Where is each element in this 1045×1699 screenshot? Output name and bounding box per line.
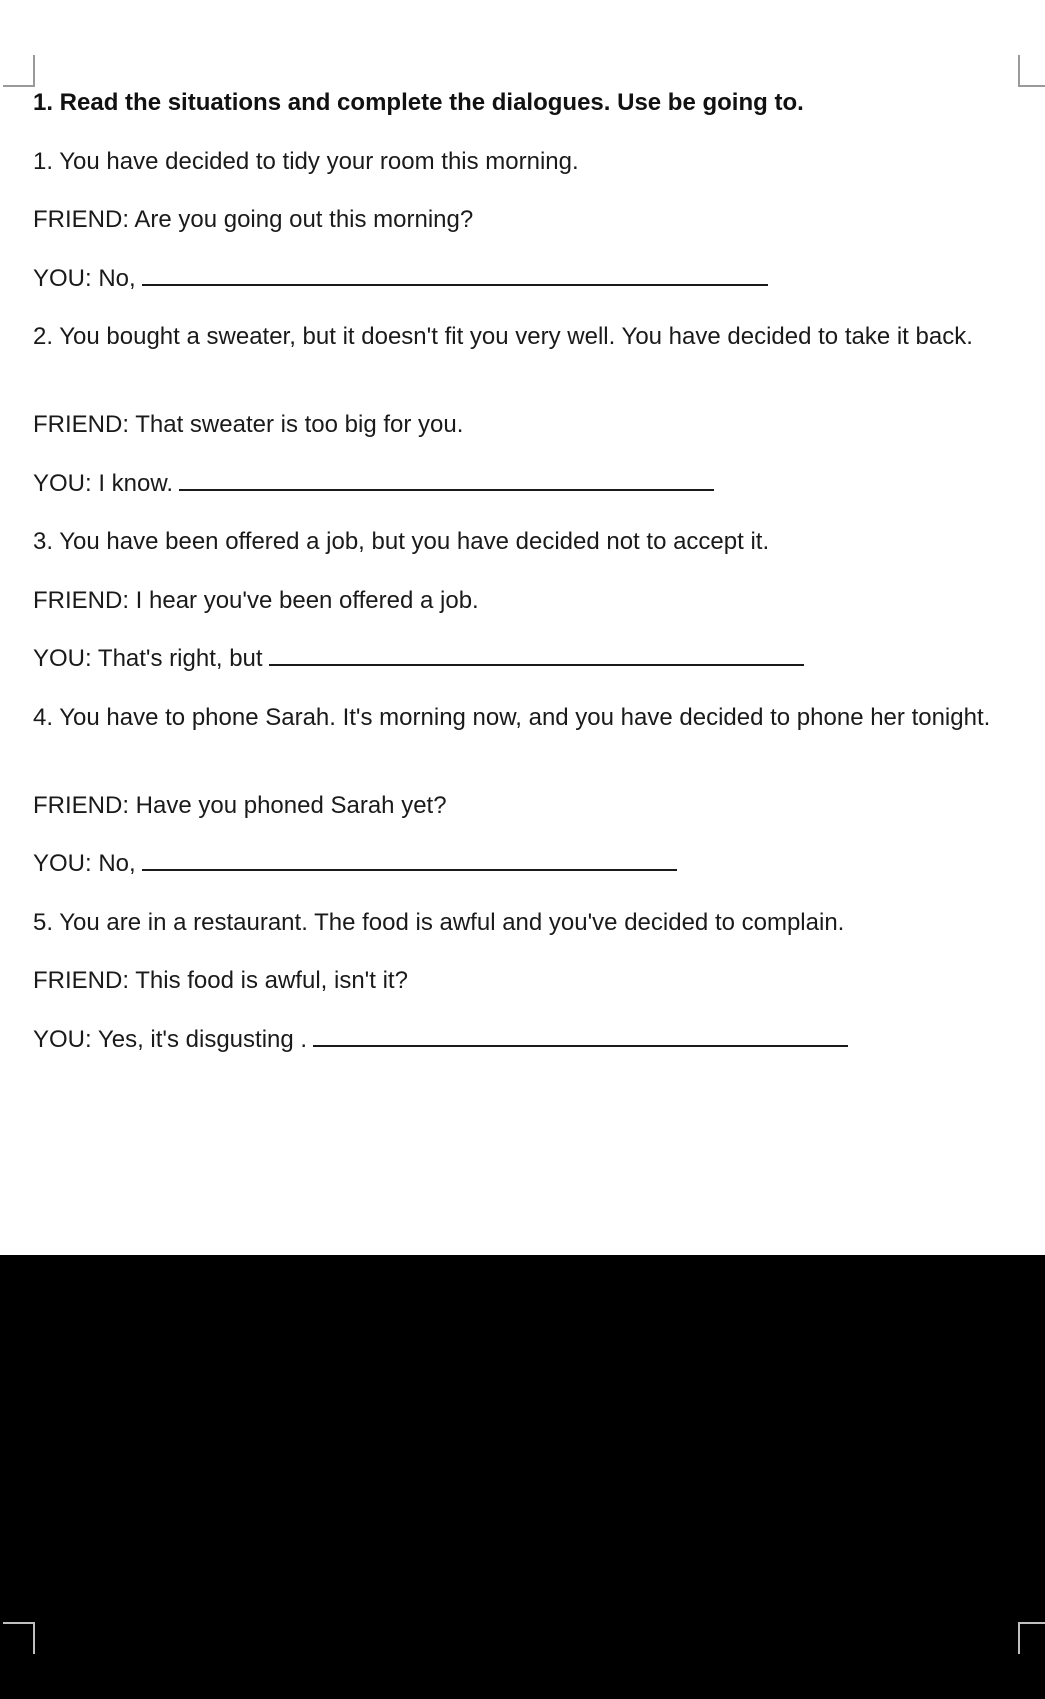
crop-mark-bottom-left: [3, 1622, 35, 1654]
situation-1: 1. You have decided to tidy your room this morning.: [33, 148, 579, 175]
situation-2: 2. You bought a sweater, but it doesn't fit you very well. You have decided to take it back.: [33, 323, 973, 350]
you-line-4: [33, 849, 995, 878]
friend-line-4: FRIEND: Have you phoned Sarah yet?: [33, 792, 447, 819]
you-prompt-5: YOU: Yes, it's disgusting .: [33, 1026, 308, 1053]
situation-5: 5. You are in a restaurant. The food is awful and you've decided to complain.: [33, 909, 845, 936]
friend-line-3: FRIEND: I hear you've been offered a job.: [33, 587, 479, 614]
you-prompt-4: YOU: No,: [33, 850, 136, 877]
friend-line-5: FRIEND: This food is awful, isn't it?: [33, 967, 408, 994]
you-line-2: [33, 469, 995, 498]
you-prompt-3: YOU: That's right, but: [33, 645, 263, 672]
crop-mark-top-left: [3, 55, 35, 87]
answer-blank-5[interactable]: [313, 1027, 848, 1047]
answer-blank-1[interactable]: [142, 266, 768, 286]
situation-3: 3. You have been offered a job, but you have decided not to accept it.: [33, 528, 770, 555]
answer-blank-2[interactable]: [179, 471, 714, 491]
you-line-1: [33, 264, 995, 293]
crop-mark-bottom-right: [1018, 1622, 1045, 1654]
answer-blank-3[interactable]: [269, 646, 804, 666]
situation-4: 4. You have to phone Sarah. It's morning now, and you have decided to phone her tonight.: [33, 704, 991, 731]
you-prompt-1: YOU: No,: [33, 265, 136, 292]
answer-blank-4[interactable]: [142, 851, 677, 871]
exercise-heading: 1. Read the situations and complete the dialogues. Use be going to.: [33, 89, 804, 116]
you-line-5: [33, 1025, 995, 1054]
you-prompt-2: YOU: I know.: [33, 470, 174, 497]
friend-line-2: FRIEND: That sweater is too big for you.: [33, 411, 464, 438]
you-line-3: [33, 644, 995, 673]
crop-mark-top-right: [1018, 55, 1045, 87]
friend-line-1: FRIEND: Are you going out this morning?: [33, 206, 474, 233]
